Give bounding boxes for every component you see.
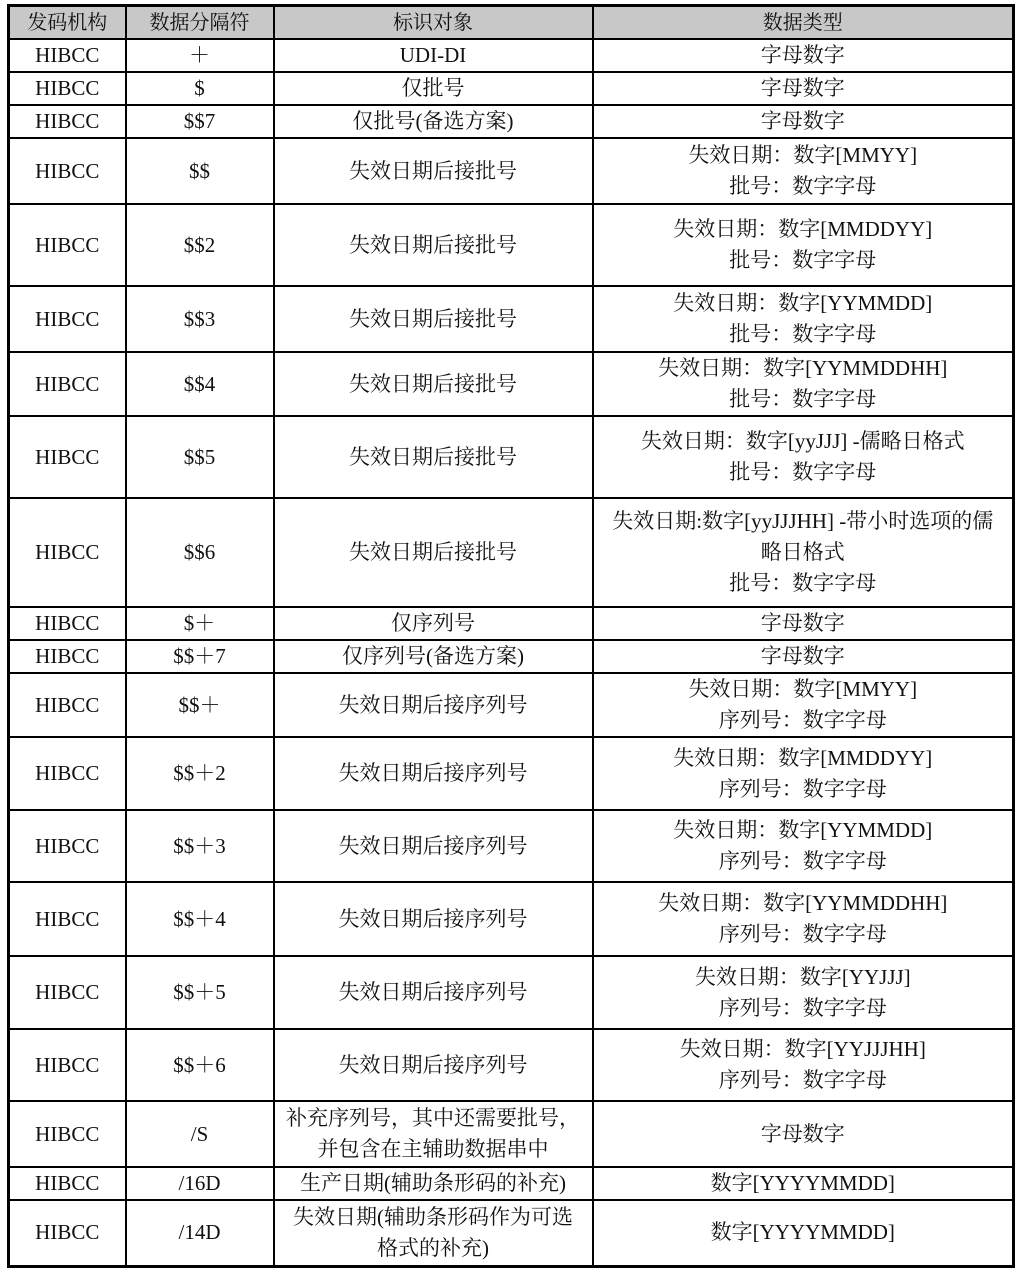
cell-line: 序列号：数字字母 — [718, 776, 887, 801]
cell-line: 失效日期后接批号 — [349, 444, 517, 469]
cell-line: 仅序列号 — [391, 611, 475, 635]
cell-object — [274, 1167, 593, 1200]
table-row — [9, 105, 1014, 138]
header-delimiter: 数据分隔符 — [126, 6, 274, 40]
table-row — [9, 956, 1014, 1029]
cell-object — [274, 72, 593, 105]
cell-data-type — [593, 1200, 1014, 1266]
header-agency: 发码机构 — [9, 6, 126, 40]
cell-agency: HIBCC — [9, 673, 126, 737]
hibcc-delimiter-table — [7, 4, 1015, 1268]
cell-line: 失效日期：数字[YYMMDD] — [673, 291, 933, 315]
cell-object — [274, 286, 593, 352]
cell-data-type — [593, 39, 1014, 72]
cell-agency: HIBCC — [9, 204, 126, 286]
cell-line: 失效日期(辅助条形码作为可选 — [293, 1204, 573, 1229]
cell-agency: HIBCC — [9, 352, 126, 416]
cell-data-type — [593, 1101, 1014, 1167]
table-row — [9, 72, 1014, 105]
cell-agency: HIBCC — [9, 607, 126, 640]
cell-line: 失效日期：数字[YYMMDDHH] — [658, 356, 948, 380]
cell-line: 字母数字 — [760, 109, 845, 133]
cell-line: 仅批号(备选方案) — [352, 109, 514, 133]
cell-line: 并包含在主辅助数据串中 — [317, 1137, 549, 1161]
cell-line: 失效日期后接序列号 — [338, 1052, 528, 1077]
cell-data-type — [593, 138, 1014, 204]
cell-object — [274, 640, 593, 673]
cell-line: 失效日期：数字[MMYY] — [688, 143, 918, 167]
table-row — [9, 810, 1014, 882]
cell-object — [274, 39, 593, 72]
cell-delimiter: $$3 — [126, 286, 274, 352]
cell-line: 数字[YYYYMMDD] — [710, 1171, 895, 1195]
cell-line: 字母数字 — [760, 611, 845, 635]
cell-data-type — [593, 416, 1014, 498]
table-row — [9, 737, 1014, 810]
cell-line: 失效日期后接序列号 — [338, 692, 528, 717]
cell-delimiter: $$4 — [126, 352, 274, 416]
cell-agency: HIBCC — [9, 498, 126, 607]
table-row — [9, 416, 1014, 498]
cell-data-type — [593, 607, 1014, 640]
cell-data-type — [593, 1029, 1014, 1101]
cell-line: 失效日期后接批号 — [349, 540, 517, 564]
cell-delimiter: $＋ — [126, 607, 274, 640]
cell-line: UDI-DI — [399, 43, 467, 67]
cell-agency: HIBCC — [9, 72, 126, 105]
cell-data-type — [593, 673, 1014, 737]
cell-object — [274, 1029, 593, 1101]
table-row — [9, 286, 1014, 352]
cell-line: 批号：数字字母 — [729, 387, 877, 411]
cell-object — [274, 138, 593, 204]
cell-line: 失效日期后接批号 — [349, 232, 517, 257]
cell-delimiter: /16D — [126, 1167, 274, 1200]
cell-line: 序列号：数字字母 — [718, 1068, 887, 1092]
cell-line: 数字[YYYYMMDD] — [710, 1220, 895, 1245]
cell-object — [274, 498, 593, 607]
cell-agency: HIBCC — [9, 105, 126, 138]
cell-line: 字母数字 — [760, 644, 845, 668]
cell-data-type — [593, 956, 1014, 1029]
cell-line: 失效日期:数字[yyJJJHH] -带小时选项的儒 — [612, 509, 994, 533]
cell-data-type — [593, 352, 1014, 416]
cell-line: 失效日期：数字[YYMMDD] — [673, 818, 933, 842]
cell-agency: HIBCC — [9, 1200, 126, 1266]
cell-line: 序列号：数字字母 — [718, 922, 887, 946]
cell-line: 补充序列号，其中还需要批号， — [286, 1106, 580, 1130]
cell-data-type — [593, 737, 1014, 810]
cell-line: 生产日期(辅助条形码的补充) — [300, 1171, 566, 1195]
cell-delimiter: $$6 — [126, 498, 274, 607]
table-row — [9, 1200, 1014, 1266]
cell-object — [274, 352, 593, 416]
cell-agency: HIBCC — [9, 39, 126, 72]
cell-delimiter: /14D — [126, 1200, 274, 1266]
cell-line: 批号：数字字母 — [729, 571, 877, 595]
cell-object — [274, 882, 593, 956]
cell-line: 失效日期后接序列号 — [338, 761, 528, 785]
cell-data-type — [593, 204, 1014, 286]
cell-delimiter: /S — [126, 1101, 274, 1167]
cell-object — [274, 1101, 593, 1167]
cell-agency: HIBCC — [9, 640, 126, 673]
cell-agency: HIBCC — [9, 1029, 126, 1101]
cell-delimiter: ＋ — [126, 39, 274, 72]
cell-line: 仅序列号(备选方案) — [342, 644, 524, 668]
table-row — [9, 1029, 1014, 1101]
table-row — [9, 39, 1014, 72]
cell-agency: HIBCC — [9, 1101, 126, 1167]
cell-object — [274, 416, 593, 498]
cell-line: 字母数字 — [760, 43, 845, 67]
cell-delimiter: $$＋2 — [126, 737, 274, 810]
cell-line: 格式的补充) — [377, 1235, 489, 1260]
table-container — [7, 4, 1015, 1268]
cell-object — [274, 956, 593, 1029]
cell-agency: HIBCC — [9, 416, 126, 498]
cell-delimiter: $$7 — [126, 105, 274, 138]
table-body — [9, 39, 1014, 1266]
cell-line: 字母数字 — [760, 1121, 845, 1146]
table-row — [9, 1101, 1014, 1167]
cell-delimiter: $$＋5 — [126, 956, 274, 1029]
cell-delimiter: $$2 — [126, 204, 274, 286]
cell-object — [274, 105, 593, 138]
cell-line: 失效日期：数字[MMYY] — [688, 677, 918, 701]
table-row — [9, 640, 1014, 673]
cell-line: 失效日期后接序列号 — [338, 833, 528, 858]
cell-line: 失效日期后接序列号 — [338, 906, 528, 931]
cell-line: 批号：数字字母 — [729, 460, 877, 484]
cell-delimiter: $$＋4 — [126, 882, 274, 956]
cell-data-type — [593, 810, 1014, 882]
table-row — [9, 498, 1014, 607]
table-row — [9, 1167, 1014, 1200]
table-row — [9, 673, 1014, 737]
cell-delimiter: $$＋7 — [126, 640, 274, 673]
cell-line: 失效日期：数字[YYMMDDHH] — [658, 891, 948, 915]
header-object: 标识对象 — [274, 6, 593, 40]
cell-data-type — [593, 105, 1014, 138]
cell-agency: HIBCC — [9, 810, 126, 882]
cell-delimiter: $$＋6 — [126, 1029, 274, 1101]
cell-data-type — [593, 286, 1014, 352]
cell-line: 失效日期后接批号 — [349, 158, 517, 183]
cell-line: 序列号：数字字母 — [718, 995, 887, 1020]
cell-line: 失效日期：数字[YYJJJ] — [694, 964, 911, 989]
cell-data-type — [593, 882, 1014, 956]
cell-line: 失效日期后接批号 — [349, 371, 517, 396]
table-row — [9, 204, 1014, 286]
cell-data-type — [593, 640, 1014, 673]
cell-agency: HIBCC — [9, 138, 126, 204]
cell-line: 失效日期后接序列号 — [338, 980, 528, 1004]
header-row — [9, 6, 1014, 40]
cell-object — [274, 673, 593, 737]
cell-delimiter: $ — [126, 72, 274, 105]
cell-agency: HIBCC — [9, 286, 126, 352]
table-row — [9, 352, 1014, 416]
table-row — [9, 607, 1014, 640]
cell-object — [274, 1200, 593, 1266]
cell-agency: HIBCC — [9, 737, 126, 810]
cell-line: 失效日期后接批号 — [349, 306, 517, 331]
cell-data-type — [593, 498, 1014, 607]
cell-agency: HIBCC — [9, 956, 126, 1029]
cell-line: 序列号：数字字母 — [718, 708, 887, 732]
table-row — [9, 138, 1014, 204]
header-data-type: 数据类型 — [593, 6, 1014, 40]
cell-line: 失效日期：数字[MMDDYY] — [673, 217, 933, 241]
cell-line: 批号：数字字母 — [729, 174, 877, 198]
cell-agency: HIBCC — [9, 882, 126, 956]
cell-object — [274, 737, 593, 810]
cell-object — [274, 607, 593, 640]
table-row — [9, 882, 1014, 956]
cell-line: 仅批号 — [401, 76, 465, 100]
cell-line: 字母数字 — [760, 76, 845, 100]
cell-line: 略日格式 — [760, 540, 845, 564]
cell-line: 序列号：数字字母 — [718, 849, 887, 873]
cell-delimiter: $$＋3 — [126, 810, 274, 882]
cell-line: 失效日期：数字[YYJJJHH] — [679, 1037, 926, 1061]
cell-line: 批号：数字字母 — [729, 248, 877, 272]
cell-line: 失效日期：数字[MMDDYY] — [673, 745, 933, 770]
cell-line: 失效日期：数字[yyJJJ] -儒略日格式 — [640, 429, 965, 453]
cell-object — [274, 204, 593, 286]
cell-delimiter: $$＋ — [126, 673, 274, 737]
cell-agency: HIBCC — [9, 1167, 126, 1200]
cell-data-type — [593, 72, 1014, 105]
cell-delimiter: $$5 — [126, 416, 274, 498]
cell-object — [274, 810, 593, 882]
cell-line: 批号：数字字母 — [729, 322, 877, 346]
cell-data-type — [593, 1167, 1014, 1200]
cell-delimiter: $$ — [126, 138, 274, 204]
